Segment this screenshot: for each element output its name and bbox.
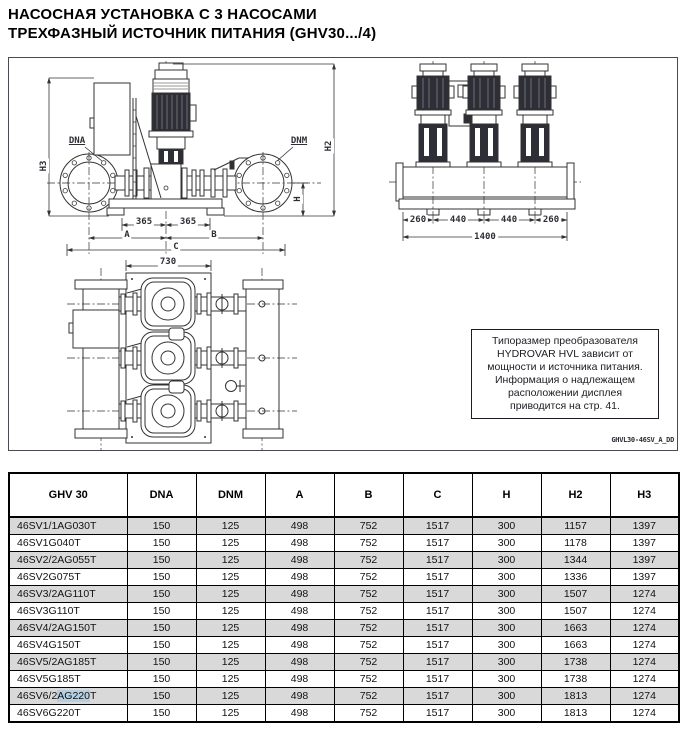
- model-cell: 46SV2/2AG055T: [9, 552, 127, 569]
- value-cell: 150: [127, 603, 196, 620]
- value-cell: 300: [472, 654, 541, 671]
- model-cell: 46SV1G040T: [9, 535, 127, 552]
- spec-table: [8, 472, 680, 723]
- selected-text: AG220: [57, 689, 90, 702]
- column-header: H3: [610, 473, 679, 517]
- column-header: C: [403, 473, 472, 517]
- model-cell: 46SV1/1AG030T: [9, 517, 127, 535]
- value-cell: 752: [334, 535, 403, 552]
- spec-table-body: [9, 517, 679, 722]
- value-cell: 1517: [403, 671, 472, 688]
- value-cell: 1517: [403, 688, 472, 705]
- value-cell: 1517: [403, 603, 472, 620]
- value-cell: 498: [265, 535, 334, 552]
- value-cell: 150: [127, 552, 196, 569]
- model-cell: 46SV4G150T: [9, 637, 127, 654]
- value-cell: 498: [265, 552, 334, 569]
- value-cell: 1336: [541, 569, 610, 586]
- table-row: [9, 569, 679, 586]
- value-cell: 125: [196, 517, 265, 535]
- column-header: DNA: [127, 473, 196, 517]
- dim-label-260-right: 260: [542, 215, 560, 225]
- value-cell: 1344: [541, 552, 610, 569]
- dim-label-dnm: DNM: [290, 136, 308, 146]
- dim-label-440-right: 440: [500, 215, 518, 225]
- value-cell: 150: [127, 637, 196, 654]
- value-cell: 1274: [610, 603, 679, 620]
- value-cell: 300: [472, 586, 541, 603]
- value-cell: 125: [196, 637, 265, 654]
- value-cell: 1507: [541, 586, 610, 603]
- value-cell: 1397: [610, 552, 679, 569]
- dim-label-dna: DNA: [68, 136, 86, 146]
- side-view-drawing: [389, 61, 581, 226]
- column-header: GHV 30: [9, 473, 127, 517]
- value-cell: 125: [196, 569, 265, 586]
- value-cell: 498: [265, 586, 334, 603]
- value-cell: 752: [334, 637, 403, 654]
- value-cell: 300: [472, 552, 541, 569]
- title-line-1: НАСОСНАЯ УСТАНОВКА С 3 НАСОСАМИ: [8, 6, 317, 23]
- value-cell: 1274: [610, 688, 679, 705]
- value-cell: 1813: [541, 705, 610, 723]
- value-cell: 1397: [610, 517, 679, 535]
- value-cell: 752: [334, 705, 403, 723]
- value-cell: 125: [196, 552, 265, 569]
- table-row: [9, 535, 679, 552]
- value-cell: 1663: [541, 637, 610, 654]
- value-cell: 752: [334, 603, 403, 620]
- note-box-text: Типоразмер преобразователя HYDROVAR HVL зависит от мощности и источника питания. Информация о надлежащем расположении дисплея приводится на стр. 41.: [487, 335, 643, 412]
- value-cell: 150: [127, 654, 196, 671]
- dim-label-h: H: [293, 196, 303, 202]
- value-cell: 150: [127, 705, 196, 723]
- dim-label-440-left: 440: [449, 215, 467, 225]
- value-cell: 1517: [403, 586, 472, 603]
- value-cell: 498: [265, 671, 334, 688]
- value-cell: 300: [472, 705, 541, 723]
- table-row: [9, 517, 679, 535]
- column-header: B: [334, 473, 403, 517]
- value-cell: 1517: [403, 552, 472, 569]
- table-row: [9, 688, 679, 705]
- table-row: [9, 552, 679, 569]
- model-cell: 46SV6G220T: [9, 705, 127, 723]
- value-cell: 1517: [403, 637, 472, 654]
- model-cell: 46SV5G185T: [9, 671, 127, 688]
- plan-view-drawing: [67, 268, 297, 450]
- value-cell: 752: [334, 586, 403, 603]
- page-title: [8, 5, 376, 43]
- value-cell: 125: [196, 688, 265, 705]
- value-cell: 300: [472, 603, 541, 620]
- value-cell: 752: [334, 517, 403, 535]
- value-cell: 752: [334, 552, 403, 569]
- value-cell: 1274: [610, 671, 679, 688]
- table-row: [9, 671, 679, 688]
- value-cell: 150: [127, 671, 196, 688]
- value-cell: 150: [127, 535, 196, 552]
- spec-table-container: [8, 472, 678, 723]
- value-cell: 498: [265, 603, 334, 620]
- model-cell: 46SV2G075T: [9, 569, 127, 586]
- value-cell: 1517: [403, 569, 472, 586]
- dim-label-730: 730: [159, 257, 177, 267]
- model-cell: 46SV3G110T: [9, 603, 127, 620]
- value-cell: 125: [196, 654, 265, 671]
- value-cell: 1517: [403, 535, 472, 552]
- table-row: [9, 586, 679, 603]
- value-cell: 752: [334, 654, 403, 671]
- model-cell: 46SV4/2AG150T: [9, 620, 127, 637]
- value-cell: 1274: [610, 637, 679, 654]
- value-cell: 498: [265, 654, 334, 671]
- value-cell: 1178: [541, 535, 610, 552]
- dim-label-c: C: [173, 242, 179, 252]
- value-cell: 1738: [541, 671, 610, 688]
- value-cell: 150: [127, 620, 196, 637]
- value-cell: 1274: [610, 620, 679, 637]
- table-row: [9, 620, 679, 637]
- value-cell: 1274: [610, 705, 679, 723]
- value-cell: 498: [265, 517, 334, 535]
- value-cell: 1397: [610, 535, 679, 552]
- dim-label-1400: 1400: [474, 232, 496, 242]
- value-cell: 1517: [403, 654, 472, 671]
- value-cell: 1663: [541, 620, 610, 637]
- dim-label-b: B: [211, 230, 217, 240]
- column-header: H: [472, 473, 541, 517]
- dim-label-h3: H3: [39, 160, 49, 172]
- value-cell: 150: [127, 569, 196, 586]
- value-cell: 1517: [403, 517, 472, 535]
- note-box: [471, 329, 659, 419]
- value-cell: 125: [196, 705, 265, 723]
- value-cell: 752: [334, 688, 403, 705]
- value-cell: 752: [334, 620, 403, 637]
- value-cell: 498: [265, 637, 334, 654]
- value-cell: 1507: [541, 603, 610, 620]
- title-line-2: ТРЕХФАЗНЫЙ ИСТОЧНИК ПИТАНИЯ (GHV30.../4): [8, 25, 377, 42]
- table-row: [9, 654, 679, 671]
- value-cell: 498: [265, 688, 334, 705]
- value-cell: 1274: [610, 654, 679, 671]
- value-cell: 125: [196, 535, 265, 552]
- value-cell: 300: [472, 637, 541, 654]
- value-cell: 125: [196, 620, 265, 637]
- model-cell: 46SV6/2AG220T: [9, 688, 127, 705]
- value-cell: 300: [472, 517, 541, 535]
- dim-label-a: A: [124, 230, 130, 240]
- value-cell: 150: [127, 586, 196, 603]
- value-cell: 150: [127, 688, 196, 705]
- drawing-code-label: GHVL30-46SV_A_DD: [611, 436, 674, 444]
- dim-label-260-left: 260: [409, 215, 427, 225]
- value-cell: 752: [334, 671, 403, 688]
- value-cell: 1157: [541, 517, 610, 535]
- value-cell: 125: [196, 586, 265, 603]
- value-cell: 1813: [541, 688, 610, 705]
- value-cell: 300: [472, 671, 541, 688]
- dim-label-365-right: 365: [179, 217, 197, 227]
- value-cell: 1397: [610, 569, 679, 586]
- table-row: [9, 705, 679, 723]
- value-cell: 752: [334, 569, 403, 586]
- dim-label-365-left: 365: [135, 217, 153, 227]
- table-row: [9, 603, 679, 620]
- front-view-dimensions: [49, 64, 334, 256]
- value-cell: 125: [196, 671, 265, 688]
- model-cell: 46SV3/2AG110T: [9, 586, 127, 603]
- value-cell: 300: [472, 569, 541, 586]
- value-cell: 498: [265, 620, 334, 637]
- value-cell: 300: [472, 688, 541, 705]
- value-cell: 300: [472, 620, 541, 637]
- column-header: DNM: [196, 473, 265, 517]
- value-cell: 1274: [610, 586, 679, 603]
- value-cell: 150: [127, 517, 196, 535]
- value-cell: 1517: [403, 705, 472, 723]
- value-cell: 1738: [541, 654, 610, 671]
- value-cell: 1517: [403, 620, 472, 637]
- table-row: [9, 637, 679, 654]
- spec-table-head-row: [9, 473, 679, 517]
- dim-label-h2: H2: [324, 140, 334, 152]
- value-cell: 300: [472, 535, 541, 552]
- value-cell: 498: [265, 705, 334, 723]
- drawing-panel: [8, 57, 678, 451]
- column-header: H2: [541, 473, 610, 517]
- model-cell: 46SV5/2AG185T: [9, 654, 127, 671]
- column-header: A: [265, 473, 334, 517]
- value-cell: 125: [196, 603, 265, 620]
- value-cell: 498: [265, 569, 334, 586]
